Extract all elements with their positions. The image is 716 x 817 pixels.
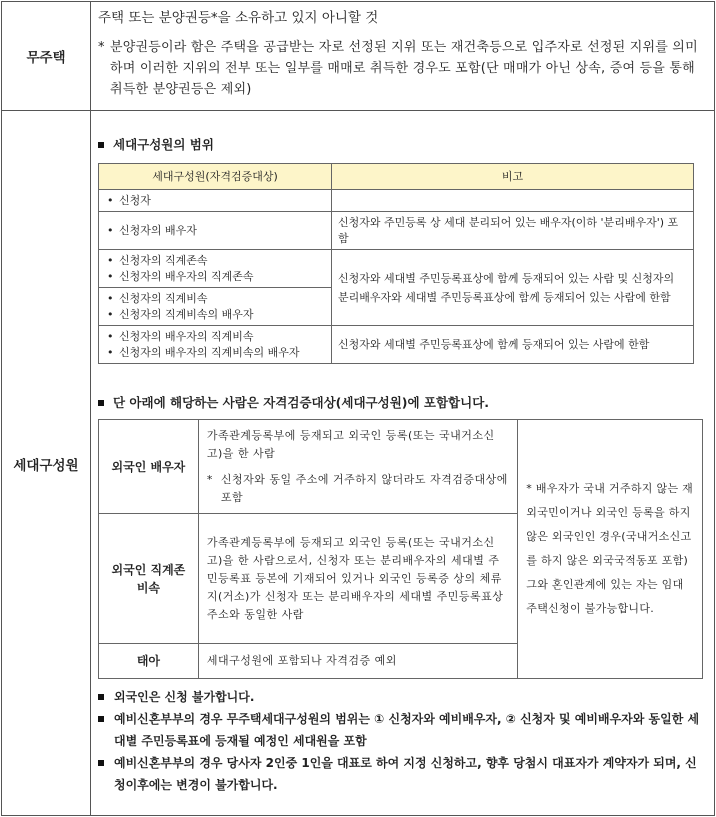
- category-label: 외국인 직계존비속: [99, 514, 199, 644]
- description-subnote: [207, 471, 509, 507]
- homeless-footnote: [98, 37, 706, 100]
- section-title: 세대구성원의 범위: [113, 137, 214, 152]
- member-item: • 신청자의 직계존속: [105, 253, 325, 269]
- member-item: • 신청자의 배우자의 직계비속: [105, 329, 325, 345]
- list-item-text: 예비신혼부부의 경우 당사자 2인중 1인을 대표로 하여 지정 신청하고, 향후 당첨시 대표자가 계약자가 되며, 신청이후에는 변경이 불가합니다.: [114, 756, 697, 792]
- table-row: [99, 190, 694, 212]
- square-bullet-icon: [98, 716, 104, 722]
- square-bullet-icon: [98, 400, 104, 406]
- member-cell: [99, 250, 332, 288]
- table-row: [99, 326, 694, 364]
- note-cell: 신청자와 세대별 주민등록표상에 함께 등재되어 있는 사람 및 신청자의 분리배우자와 세대별 주민등록표상에 함께 등재되어 있는 사람에 한함: [332, 250, 694, 326]
- section-inclusion: [98, 393, 489, 411]
- member-cell: [99, 190, 332, 212]
- note-cell: 신청자와 세대별 주민등록표상에 함께 등재되어 있는 사람에 한함: [332, 326, 694, 364]
- list-item-text: 예비신혼부부의 경우 무주택세대구성원의 범위는 ① 신청자와 예비배우자, ② 신청자 및 예비배우자와 동일한 세대별 주민등록표에 등재될 예정인 세대원을 포함: [114, 712, 700, 748]
- footer-notes: [98, 686, 704, 796]
- list-item-text: 외국인은 신청 불가합니다.: [114, 690, 255, 704]
- subnote-text: 신청자와 동일 주소에 거주하지 않더라도 자격검증대상에 포함: [220, 472, 508, 504]
- footnote-text: 분양권등이라 함은 주택을 공급받는 자로 선정된 지위 또는 재건축등으로 입주자로 선정된 지위를 의미하며 이러한 지위의 전부 또는 일부를 매매로 취득한 경우도 포함(단 매매가 아닌 상속, 증여 등을 통해 취득한 분양권등은 제외): [110, 40, 698, 97]
- homeless-main-text: 주택 또는 분양권등*을 소유하고 있지 아니할 것: [98, 10, 379, 26]
- table-header: 비고: [332, 164, 694, 190]
- member-item: • 신청자의 배우자: [105, 223, 325, 239]
- member-item: • 신청자의 배우자의 직계존속: [105, 269, 325, 285]
- eligibility-table: [1, 1, 715, 816]
- category-description: 세대구성원에 포함되나 자격검증 예외: [198, 644, 517, 679]
- category-label: 태아: [99, 644, 199, 679]
- table-row: [99, 250, 694, 288]
- square-bullet-icon: [98, 142, 104, 148]
- table-row: [99, 420, 703, 514]
- member-item: • 신청자의 직계비속: [105, 291, 325, 307]
- square-bullet-icon: [98, 760, 104, 766]
- household-scope-table: [98, 163, 694, 364]
- row-label-homeless: 무주택: [26, 50, 66, 66]
- table-row: [99, 212, 694, 250]
- member-item: • 신청자의 직계비속의 배우자: [105, 307, 325, 323]
- member-item: • 신청자의 배우자의 직계비속의 배우자: [105, 345, 325, 361]
- member-item: • 신청자: [105, 193, 325, 209]
- member-cell: [99, 288, 332, 326]
- list-item: [98, 708, 704, 752]
- member-cell: [99, 326, 332, 364]
- row-divider: [2, 110, 714, 111]
- member-cell: [99, 212, 332, 250]
- list-item: [98, 752, 704, 796]
- category-label: 외국인 배우자: [99, 420, 199, 514]
- section-title: 단 아래에 해당하는 사람은 자격검증대상(세대구성원)에 포함합니다.: [113, 395, 490, 410]
- row-label-household-members: 세대구성원: [13, 457, 79, 474]
- note-cell: [332, 190, 694, 212]
- inclusion-table: [98, 419, 703, 679]
- note-cell: 신청자와 주민등록 상 세대 분리되어 있는 배우자(이하 '분리배우자') 포함: [332, 212, 694, 250]
- foreign-spouse-note: * 배우자가 국내 거주하지 않는 재외국민이거나 외국인 등록을 하지 않은 외국인인 경우(국내거소신고를 하지 않은 외국국적동포 포함) 그와 혼인관계에 있는 자는 임대주택신청이 불가능합니다.: [518, 420, 703, 679]
- category-description: 가족관계등록부에 등재되고 외국인 등록(또는 국내거소신고)을 한 사람으로서, 신청자 또는 분리배우자의 세대별 주민등록표 등본에 기재되어 있거나 외국인 등록증 상의 체류지(거소)가 신청자 또는 분리배우자의 세대별 주민등록표상 주소와 동일한 사람: [198, 514, 517, 644]
- column-divider: [90, 2, 91, 815]
- homeless-criteria: [98, 8, 706, 100]
- list-item: [98, 686, 704, 708]
- table-header: 세대구성원(자격검증대상): [99, 164, 332, 190]
- description-text: 가족관계등록부에 등재되고 외국인 등록(또는 국내거소신고)을 한 사람: [206, 428, 495, 460]
- footnote-asterisk: *: [98, 40, 105, 55]
- category-description: [198, 420, 517, 514]
- subnote-asterisk: *: [206, 472, 213, 486]
- square-bullet-icon: [98, 694, 104, 700]
- section-household-scope: [98, 135, 214, 153]
